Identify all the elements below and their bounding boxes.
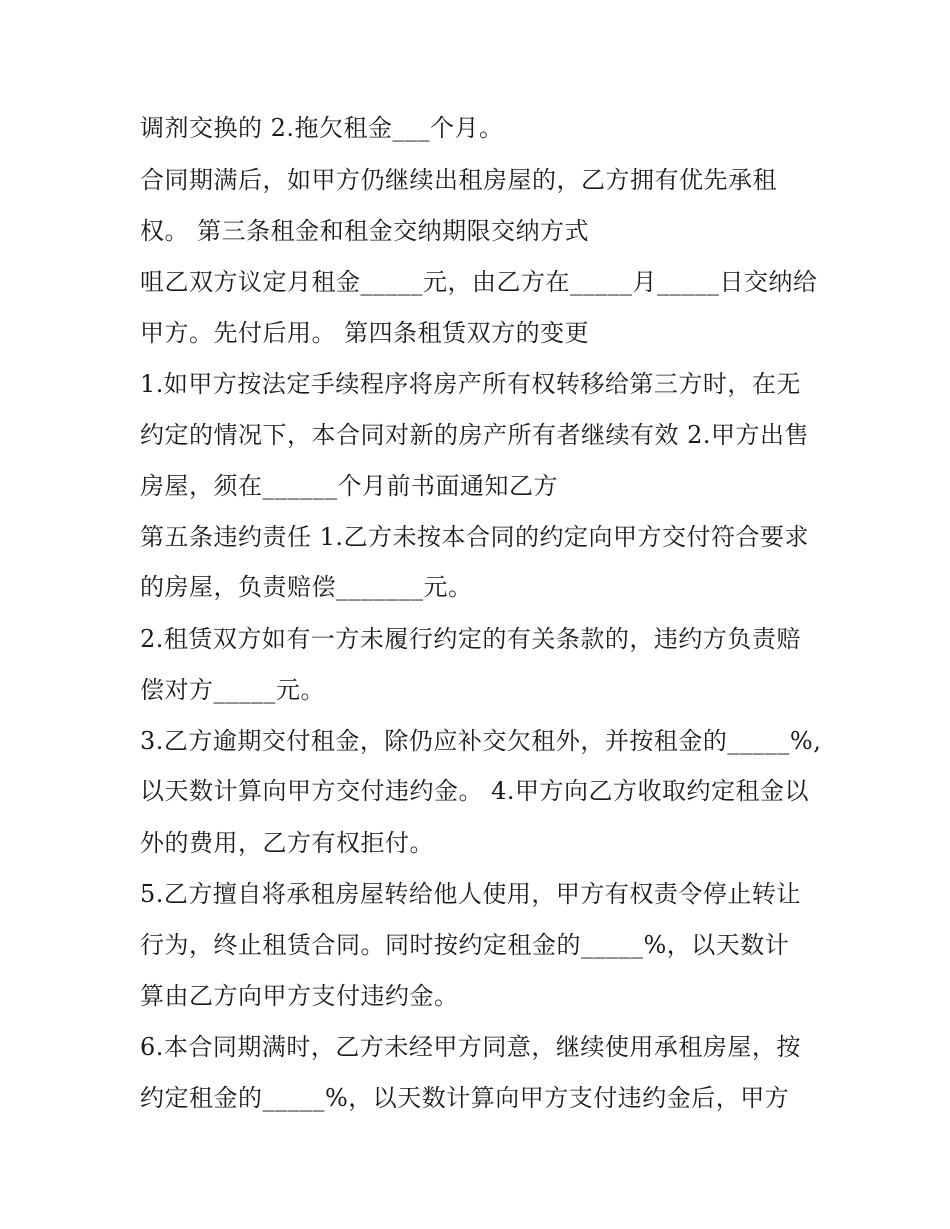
text-line-8: 房屋，须在______个月前书面通知乙方 [140,472,558,500]
text-line-11: 2.租赁双方如有一方未履行约定的有关条款的，违约方负责赔 [140,625,801,653]
text-line-6: 1.如甲方按法定手续程序将房产所有权转移给第三方时，在无 [140,370,801,398]
text-line-7: 约定的情况下，本合同对新的房产所有者继续有效 2.甲方出售 [140,421,810,449]
text-line-14: 以天数计算向甲方交付违约金。 4.甲方向乙方收取约定租金以 [140,777,810,805]
text-line-4: 咀乙双方议定月租金_____元，由乙方在_____月_____日交纳给 [140,268,818,296]
text-line-1: 调剂交换的 2.拖欠租金___个月。 [140,114,504,142]
text-line-18: 算由乙方向甲方支付违约金。 [140,982,459,1010]
text-line-9: 第五条违约责任 1.乙方未按本合同的约定向甲方交付符合要求 [140,523,810,551]
text-line-15: 外的费用，乙方有权拒付。 [140,829,434,857]
text-line-3: 权。 第三条租金和租金交纳期限交纳方式 [140,217,590,245]
text-line-16: 5.乙方擅自将承租房屋转给他人使用，甲方有权责令停止转让 [140,880,801,908]
text-line-12: 偿对方_____元。 [140,676,325,704]
text-line-17: 行为，终止租赁合同。同时按约定租金的_____%，以天数计 [140,931,790,959]
text-line-5: 甲方。先付后用。 第四条租赁双方的变更 [140,319,590,347]
text-line-2: 合同期满后，如甲方仍继续出租房屋的，乙方拥有优先承租 [140,166,777,194]
text-line-19: 6.本合同期满时，乙方未经甲方同意，继续使用承租房屋，按 [140,1033,801,1061]
text-line-13: 3.乙方逾期交付租金，除仍应补交欠租外，并按租金的_____%, [140,727,822,755]
text-line-20: 约定租金的_____%，以天数计算向甲方支付违约金后，甲方 [140,1084,790,1112]
text-line-10: 的房屋，负责赔偿_______元。 [140,573,473,601]
